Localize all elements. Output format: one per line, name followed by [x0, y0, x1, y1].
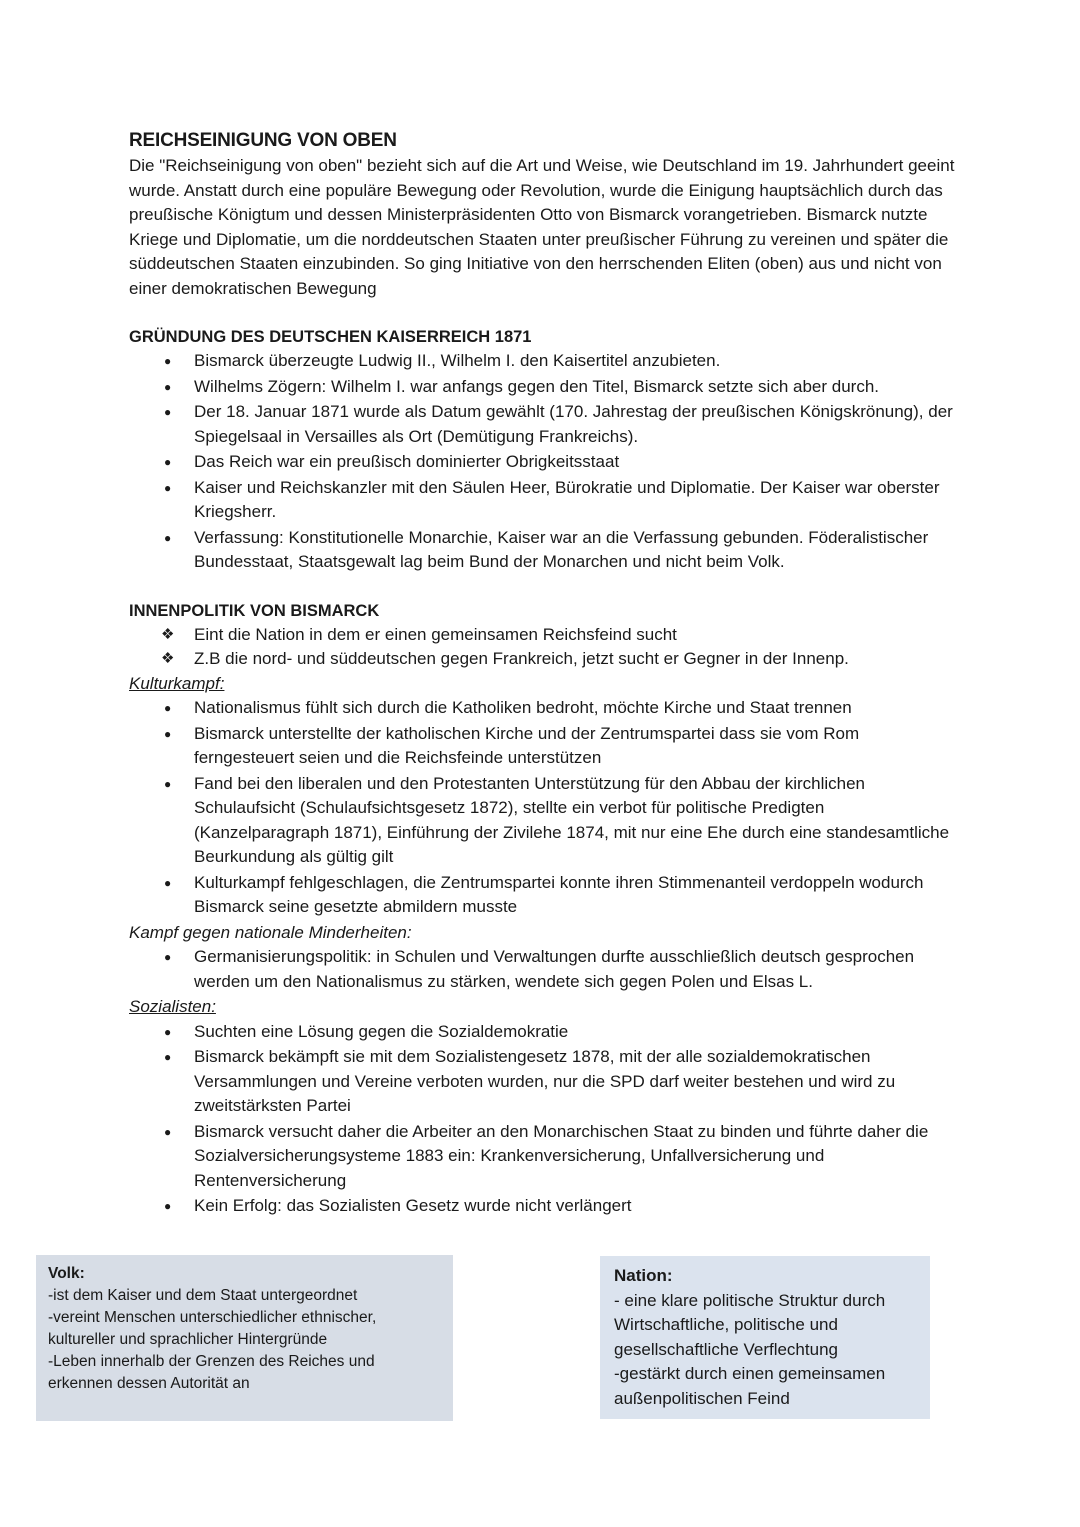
volk-box-line: -vereint Menschen unterschiedlicher ethnischer, kultureller und sprachlicher Hintergründe [48, 1309, 377, 1348]
list-item: ● Kaiser und Reichskanzler mit den Säulen Heer, Bürokratie und Diplomatie. Der Kaiser war oberster Kriegsherr. [194, 476, 959, 525]
subheading-kulturkampf: Kulturkampf: [129, 673, 225, 693]
list-item: ● Germanisierungspolitik: in Schulen und Verwaltungen durfte ausschließlich deutsch gesprochen werden um den Nationalismus zu stärken, wendete sich gegen Polen und Elsas L. [194, 945, 959, 994]
nation-box [600, 1256, 930, 1419]
nation-box-line: - eine klare politische Struktur durch Wirtschaftliche, politische und gesellschaftliche Verflechtung [614, 1290, 886, 1359]
volk-box-title: Volk: [48, 1265, 85, 1282]
sozialisten-list [129, 1020, 959, 1219]
list-item: ● Nationalismus fühlt sich durch die Katholiken bedroht, möchte Kirche und Staat trennen [194, 696, 959, 721]
list-item: ❖ Eint die Nation in dem er einen gemeinsamen Reichsfeind sucht [194, 623, 959, 648]
page-title: REICHSEINIGUNG VON OBEN [129, 130, 397, 151]
section-heading-innenpolitik: INNENPOLITIK VON BISMARCK [129, 601, 380, 620]
list-item: ● Fand bei den liberalen und den Protestanten Unterstützung für den Abbau der kirchlichen Schulaufsicht (Schulaufsichtsgesetz 1872), stellte ein verbot für politische Predigten (Kanzelparagraph 1871), Einführung der Zivilehe 1874, mit nur eine Ehe durch eine standesamtliche Beurkundung als gültig gilt [194, 772, 959, 870]
list-item: ● Bismarck versucht daher die Arbeiter an den Monarchischen Staat zu binden und führte daher die Sozialversicherungsysteme 1883 ein: Krankenversicherung, Unfallversicherung und Rentenversicherung [194, 1120, 959, 1194]
list-item: ● Suchten eine Lösung gegen die Sozialdemokratie [194, 1020, 959, 1045]
list-item: ● Verfassung: Konstitutionelle Monarchie, Kaiser war an die Verfassung gebunden. Föderalistischer Bundesstaat, Staatsgewalt lag beim Bund der Monarchen und nicht beim Volk. [194, 526, 959, 575]
kulturkampf-list [129, 696, 959, 920]
list-item: ● Kulturkampf fehlgeschlagen, die Zentrumspartei konnte ihren Stimmenanteil verdoppeln wodurch Bismarck seine gesetzte abmildern musste [194, 871, 959, 920]
list-item: ● Wilhelms Zögern: Wilhelm I. war anfangs gegen den Titel, Bismarck setzte sich aber durch. [194, 375, 959, 400]
list-item: ● Bismarck unterstellte der katholischen Kirche und der Zentrumspartei dass sie vom Rom ferngesteuert seien und die Reichsfeinde unterstützen [194, 722, 959, 771]
document-body [129, 128, 959, 1220]
list-item: ❖ Z.B die nord- und süddeutschen gegen Frankreich, jetzt sucht er Gegner in der Innenp. [194, 647, 959, 672]
list-item: ● Das Reich war ein preußisch dominierter Obrigkeitsstaat [194, 450, 959, 475]
nation-box-title: Nation: [614, 1266, 673, 1285]
subheading-minderheiten: Kampf gegen nationale Minderheiten: [129, 922, 412, 942]
list-item: ● Bismarck überzeugte Ludwig II., Wilhelm I. den Kaisertitel anzubieten. [194, 349, 959, 374]
subheading-sozialisten: Sozialisten: [129, 997, 216, 1016]
list-item: ● Der 18. Januar 1871 wurde als Datum gewählt (170. Jahrestag der preußischen Königskrönung), der Spiegelsaal in Versailles als Ort (Demütigung Frankreichs). [194, 400, 959, 449]
volk-box-line: -Leben innerhalb der Grenzen des Reiches und erkennen dessen Autorität an [48, 1353, 375, 1392]
section-heading-kaiserreich: GRÜNDUNG DES DEUTSCHEN KAISERREICH 1871 [129, 328, 532, 346]
list-item: ● Kein Erfolg: das Sozialisten Gesetz wurde nicht verlängert [194, 1194, 959, 1219]
nation-box-line: -gestärkt durch einen gemeinsamen außenpolitischen Feind [614, 1364, 886, 1408]
volk-box [36, 1255, 453, 1421]
kaiserreich-list [129, 349, 959, 575]
volk-box-line: -ist dem Kaiser und dem Staat untergeordnet [48, 1287, 358, 1304]
minderheiten-list [129, 945, 959, 994]
intro-paragraph: Die "Reichseinigung von oben" bezieht sich auf die Art und Weise, wie Deutschland im 19. Jahrhundert geeint wurde. Anstatt durch eine populäre Bewegung oder Revolution, wurde die Einigung hauptsächlich durch das preußische Königtum und dessen Ministerpräsidenten Otto von Bismarck vorangetrieben. Bismarck nutzte Kriege und Diplomatie, um die norddeutschen Staaten unter preußischer Führung zu vereinen und später die süddeutschen Staaten einzubinden. So ging Initiative von den herrschenden Eliten (oben) aus und nicht von einer demokratischen Bewegung [129, 156, 955, 298]
list-item: ● Bismarck bekämpft sie mit dem Sozialistengesetz 1878, mit der alle sozialdemokratischen Versammlungen und Vereine verboten wurden, nur die SPD darf weiter bestehen und wird zu zweitstärksten Partei [194, 1045, 959, 1119]
innenpolitik-diamond-list [129, 623, 959, 672]
